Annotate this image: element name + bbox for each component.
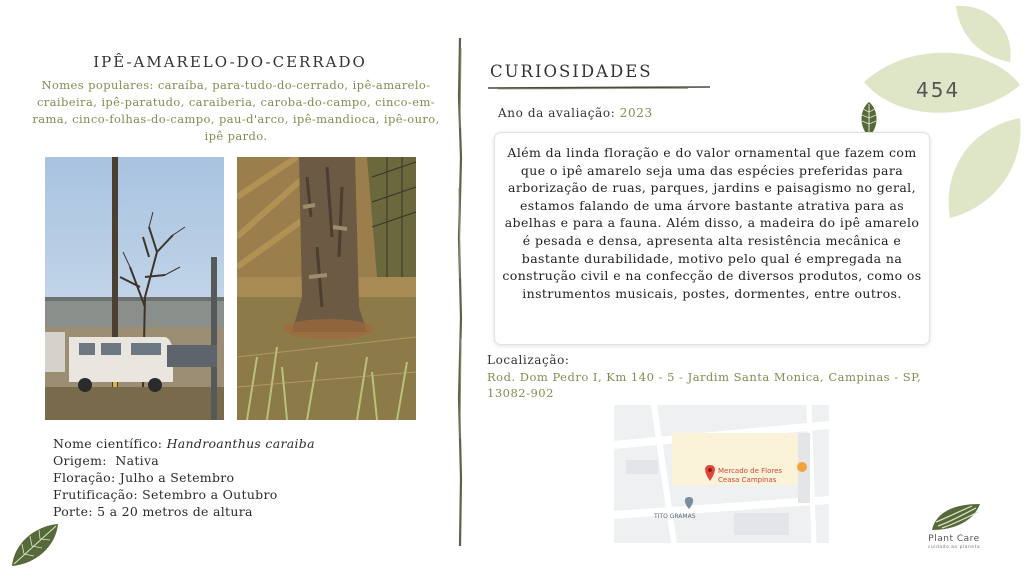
fruiting-line: Frutificação: Setembro a Outubro — [53, 487, 278, 502]
map-poi-label: TITO GRAMAS — [654, 513, 696, 520]
logo-tagline: cuidado ao planeta — [927, 545, 981, 550]
location-address[interactable]: Rod. Dom Pedro I, Km 140 - 5 - Jardim Santa Monica, Campinas - SP, 13082-902 — [487, 370, 922, 400]
popular-names: Nomes populares: caraíba, para-tudo-do-cerrado, ipê-amarelo-craibeira, ipê-paratudo, caraiberia, caroba-do-campo, cinco-em-rama, cinco-folhas-do-campo, pau-d'arco, ipê-mandioca, ipê-ouro, ipê pardo. — [32, 78, 440, 143]
location-map[interactable] — [614, 405, 829, 543]
year-value: 2023 — [619, 106, 653, 120]
scientific-name-label: Nome científico: — [53, 436, 167, 451]
badge-number: 454 — [916, 78, 961, 102]
curiosity-text: Além da linda floração e do valor ornamental que fazem com que o ipê amarelo seja uma das espécies preferidas para arborização de ruas, parques, jardins e paisagismo no geral, estamos falando de uma árvore bastante atrativa para as abelhas e para a fauna. Além disso, a madeira do ipê amarelo é pesada e densa, apresenta alta resistência mecânica e bastante durabilidade, motivo pelo qual é empregada na construção civil e na confecção de diversos produtos, como os instrumentos musicais, postes, dormentes, entre outros. — [502, 145, 922, 301]
trunk-photo — [237, 157, 416, 420]
vertical-divider — [454, 38, 466, 546]
species-facts — [53, 435, 315, 520]
evaluation-year — [498, 106, 653, 120]
year-label: Ano da avaliação: — [498, 106, 620, 120]
tree-photo — [45, 157, 224, 420]
curiosities-title: CURIOSIDADES — [490, 62, 653, 81]
origin-line: Origem: Nativa — [53, 453, 160, 468]
size-line: Porte: 5 a 20 metros de altura — [53, 504, 253, 519]
location-label: Localização: — [487, 353, 570, 367]
scientific-name-value: Handroanthus caraiba — [166, 436, 315, 451]
title-underline — [488, 84, 710, 92]
map-place-label-1: Mercado de Flores — [718, 467, 783, 475]
logo-name: Plant Care — [928, 534, 980, 544]
plant-care-logo-icon — [930, 502, 982, 532]
scientific-name-line — [53, 435, 315, 452]
map-place-label-2: Ceasa Campinas — [718, 476, 777, 484]
decorative-leaf-bottom-left — [8, 520, 62, 570]
species-title: IPÊ-AMARELO-DO-CERRADO — [93, 53, 367, 71]
flowering-line: Floração: Julho a Setembro — [53, 470, 235, 485]
